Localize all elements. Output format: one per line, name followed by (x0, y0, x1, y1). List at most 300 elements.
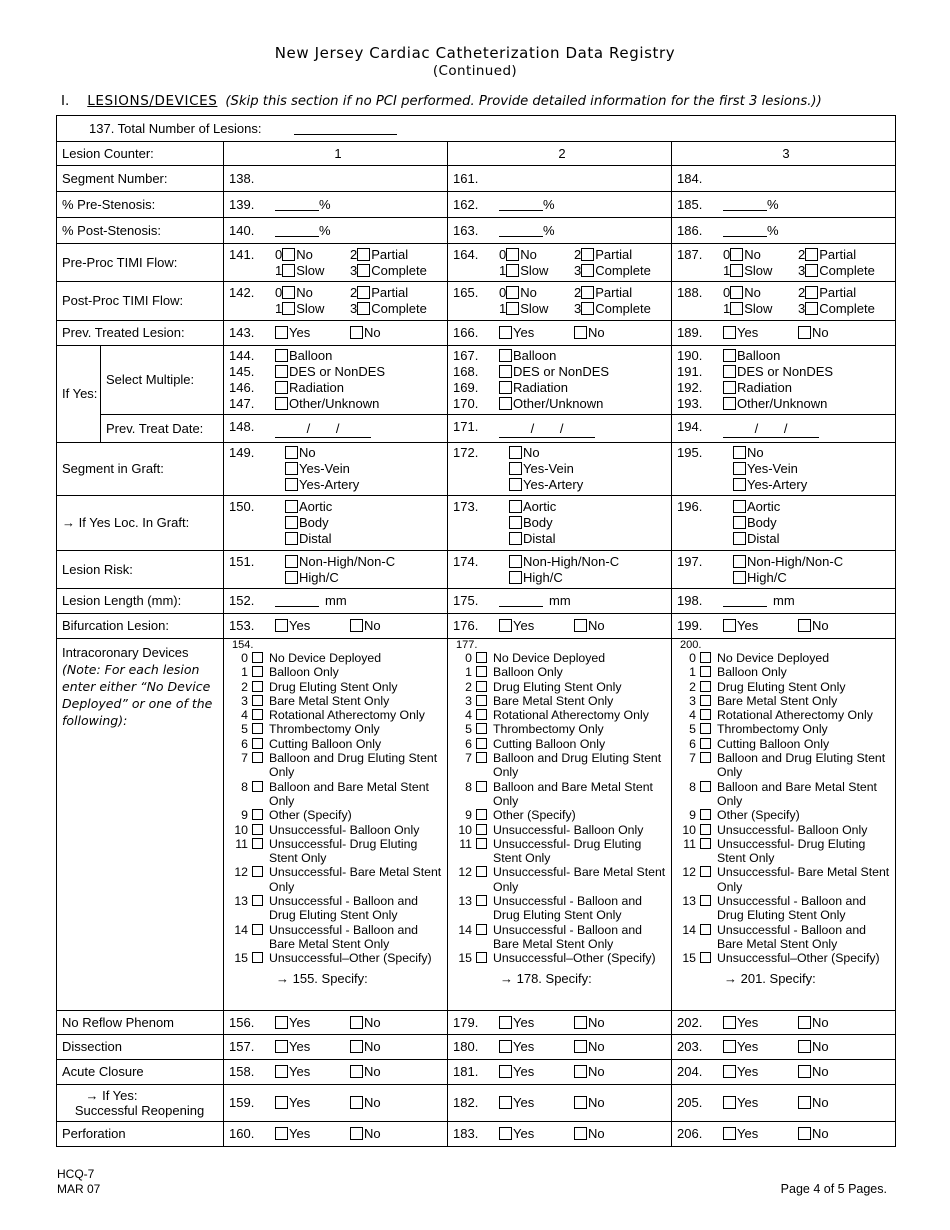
device-option[interactable] (232, 823, 447, 837)
device-checkbox[interactable] (476, 723, 487, 734)
device-checkbox[interactable] (252, 695, 263, 706)
device-checkbox[interactable] (700, 695, 711, 706)
device-checkbox[interactable] (252, 781, 263, 792)
device-option[interactable] (680, 737, 895, 751)
timi-complete-label: Complete (371, 262, 427, 278)
no-label: No (812, 618, 829, 633)
device-option[interactable] (232, 923, 447, 952)
other-unknown-checkbox[interactable] (275, 397, 288, 410)
timi-3-checkbox[interactable] (805, 264, 818, 277)
timi-3-code: 3 (350, 301, 358, 316)
timi-3-checkbox[interactable] (581, 264, 594, 277)
high-c-checkbox[interactable] (733, 571, 746, 584)
yes-checkbox[interactable] (723, 1040, 736, 1053)
device-label: Unsuccessful–Other (Specify) (493, 951, 656, 966)
device-code: 2 (465, 679, 472, 694)
yes-checkbox[interactable] (723, 619, 736, 632)
timi-2-checkbox[interactable] (805, 248, 818, 261)
question-number: 176. (453, 618, 479, 633)
timi-partial-label: Partial (819, 246, 857, 262)
date-input[interactable] (499, 421, 595, 438)
percent-input[interactable] (723, 236, 767, 237)
question-number: 173. (453, 499, 479, 514)
device-checkbox[interactable] (476, 824, 487, 835)
no-checkbox[interactable] (798, 1016, 811, 1029)
yes-label: Yes (289, 325, 311, 340)
device-checkbox[interactable] (252, 752, 263, 763)
yes-artery-checkbox[interactable] (285, 478, 298, 491)
device-option[interactable] (456, 780, 671, 809)
yes-checkbox[interactable] (275, 326, 288, 339)
device-label: Unsuccessful- Drug Eluting Stent Only (269, 836, 418, 866)
timi-2-checkbox[interactable] (357, 248, 370, 261)
device-checkbox[interactable] (476, 781, 487, 792)
timi-3-checkbox[interactable] (357, 302, 370, 315)
no-checkbox[interactable] (574, 619, 587, 632)
timi-1-checkbox[interactable] (730, 302, 743, 315)
yes-vein-checkbox[interactable] (285, 462, 298, 475)
device-label: Unsuccessful - Balloon and Drug Eluting Stent Only (493, 894, 643, 923)
device-checkbox[interactable] (252, 652, 263, 663)
yes-vein-checkbox[interactable] (733, 462, 746, 475)
yes-checkbox[interactable] (275, 619, 288, 632)
device-option[interactable] (232, 680, 447, 694)
other-unknown-label: Other/Unknown (737, 396, 828, 411)
question-number: 138. (229, 170, 255, 186)
device-code: 7 (241, 751, 248, 766)
no-checkbox[interactable] (574, 1040, 587, 1053)
yes-checkbox[interactable] (723, 1016, 736, 1029)
yes-checkbox[interactable] (723, 326, 736, 339)
question-number: 183. (453, 1126, 479, 1141)
yes-checkbox[interactable] (723, 1096, 736, 1109)
device-option[interactable] (456, 694, 671, 708)
device-checkbox[interactable] (476, 838, 487, 849)
question-number: 205. (677, 1095, 703, 1110)
device-checkbox[interactable] (700, 809, 711, 820)
section-number: I. (61, 93, 70, 109)
device-code: 5 (465, 722, 472, 737)
yes-checkbox[interactable] (275, 1096, 288, 1109)
timi-2-checkbox[interactable] (805, 286, 818, 299)
device-checkbox[interactable] (476, 738, 487, 749)
device-option[interactable] (456, 722, 671, 736)
device-option[interactable] (456, 837, 671, 866)
yes-vein-checkbox[interactable] (509, 462, 522, 475)
yes-checkbox[interactable] (499, 1127, 512, 1140)
device-checkbox[interactable] (700, 895, 711, 906)
question-number: 170. (453, 396, 479, 411)
question-number: 197. (677, 553, 703, 569)
device-code: 12 (682, 865, 696, 880)
lesion-2-cell (448, 1122, 672, 1147)
other-unknown-checkbox[interactable] (723, 397, 736, 410)
question-number: 199. (677, 618, 703, 633)
device-option[interactable] (456, 951, 671, 965)
no-checkbox[interactable] (574, 1016, 587, 1029)
radiation-checkbox[interactable] (723, 381, 736, 394)
length-input[interactable] (499, 606, 543, 607)
no-checkbox[interactable] (798, 326, 811, 339)
timi-0-code: 0 (275, 246, 283, 262)
timi-0-checkbox[interactable] (506, 286, 519, 299)
timi-0-checkbox[interactable] (730, 286, 743, 299)
device-checkbox[interactable] (476, 666, 487, 677)
des-checkbox[interactable] (499, 365, 512, 378)
device-checkbox[interactable] (476, 924, 487, 935)
aortic-checkbox[interactable] (285, 500, 298, 513)
no-checkbox[interactable] (798, 1065, 811, 1078)
device-option[interactable] (232, 737, 447, 751)
device-checkbox[interactable] (700, 652, 711, 663)
body-checkbox[interactable] (733, 516, 746, 529)
lesion-counter-value: 3 (782, 145, 790, 161)
device-code: 0 (689, 651, 696, 665)
device-option[interactable] (680, 951, 895, 965)
yes-checkbox[interactable] (499, 326, 512, 339)
device-checkbox[interactable] (476, 709, 487, 720)
device-option[interactable] (456, 823, 671, 837)
lesion-3-cell (672, 142, 896, 166)
no-checkbox[interactable] (350, 1016, 363, 1029)
yes-artery-checkbox[interactable] (509, 478, 522, 491)
date-input[interactable] (275, 421, 371, 438)
device-option[interactable] (680, 894, 895, 923)
date-separator: / (754, 421, 759, 436)
timi-0-checkbox[interactable] (282, 286, 295, 299)
yes-artery-checkbox[interactable] (733, 478, 746, 491)
device-code: 13 (458, 894, 472, 909)
timi-3-checkbox[interactable] (581, 302, 594, 315)
yes-checkbox[interactable] (723, 1127, 736, 1140)
date-input[interactable] (723, 421, 819, 438)
device-option[interactable] (232, 651, 447, 665)
device-checkbox[interactable] (252, 709, 263, 720)
graft-no-label: No (747, 445, 764, 460)
device-option[interactable] (680, 823, 895, 837)
device-option[interactable] (232, 780, 447, 809)
device-option[interactable] (456, 680, 671, 694)
reopening-if-yes: → If Yes: (85, 1088, 138, 1103)
device-label: Rotational Atherectomy Only (717, 708, 873, 723)
percent-input[interactable] (499, 210, 543, 211)
device-option[interactable] (456, 923, 671, 952)
timi-partial-label: Partial (595, 285, 633, 300)
device-label: Thrombectomy Only (493, 722, 604, 737)
device-option[interactable] (680, 865, 895, 894)
no-checkbox[interactable] (350, 1065, 363, 1078)
device-checkbox[interactable] (476, 695, 487, 706)
device-option[interactable] (232, 894, 447, 923)
device-option[interactable] (232, 694, 447, 708)
device-checkbox[interactable] (700, 681, 711, 692)
graft-no-checkbox[interactable] (733, 446, 746, 459)
non-high-checkbox[interactable] (509, 555, 522, 568)
lesion-3-cell (672, 443, 896, 496)
device-checkbox[interactable] (700, 709, 711, 720)
yes-label: Yes (289, 618, 311, 633)
page-number: Page 4 of 5 Pages. (780, 1182, 887, 1196)
device-checkbox[interactable] (476, 681, 487, 692)
device-option[interactable] (232, 808, 447, 822)
device-checkbox[interactable] (476, 866, 487, 877)
device-label: Rotational Atherectomy Only (269, 708, 425, 723)
total-lesions-input[interactable] (294, 134, 397, 135)
non-high-label: Non-High/Non-C (747, 553, 844, 569)
device-option[interactable] (456, 665, 671, 679)
aortic-checkbox[interactable] (509, 500, 522, 513)
device-checkbox[interactable] (252, 738, 263, 749)
device-option[interactable] (456, 708, 671, 722)
timi-2-code: 2 (798, 246, 806, 262)
radiation-checkbox[interactable] (499, 381, 512, 394)
balloon-checkbox[interactable] (499, 349, 512, 362)
device-label: Unsuccessful- Drug Eluting Stent Only (717, 836, 866, 866)
balloon-checkbox[interactable] (723, 349, 736, 362)
timi-no-label: No (520, 285, 537, 300)
device-option[interactable] (680, 923, 895, 952)
question-number: 195. (677, 445, 703, 460)
device-label: Bare Metal Stent Only (269, 693, 390, 708)
device-checkbox[interactable] (700, 866, 711, 877)
no-checkbox[interactable] (350, 1127, 363, 1140)
device-option[interactable] (680, 694, 895, 708)
question-number: 190. (677, 348, 703, 363)
device-checkbox[interactable] (700, 781, 711, 792)
no-checkbox[interactable] (798, 1127, 811, 1140)
question-number: 163. (453, 222, 479, 238)
timi-0-checkbox[interactable] (730, 248, 743, 261)
yes-checkbox[interactable] (499, 1040, 512, 1053)
device-label: Unsuccessful- Bare Metal Stent Only (269, 865, 442, 894)
lesion-1-cell (224, 1060, 448, 1085)
percent-input[interactable] (275, 210, 319, 211)
device-option[interactable] (232, 665, 447, 679)
percent-input[interactable] (723, 210, 767, 211)
yes-artery-label: Yes-Artery (299, 477, 360, 492)
device-checkbox[interactable] (252, 952, 263, 963)
question-number: 166. (453, 325, 479, 340)
timi-2-checkbox[interactable] (581, 248, 594, 261)
lesion-1-cell (224, 282, 448, 321)
device-option[interactable] (232, 751, 447, 780)
lesion-2-cell (448, 321, 672, 346)
device-option[interactable] (680, 808, 895, 822)
timi-2-checkbox[interactable] (581, 286, 594, 299)
yes-checkbox[interactable] (275, 1065, 288, 1078)
lesion-3-cell (672, 1011, 896, 1035)
device-option[interactable] (456, 751, 671, 780)
device-checkbox[interactable] (252, 824, 263, 835)
device-checkbox[interactable] (252, 681, 263, 692)
no-checkbox[interactable] (574, 1096, 587, 1109)
device-checkbox[interactable] (700, 723, 711, 734)
device-checkbox[interactable] (252, 838, 263, 849)
device-option[interactable] (680, 665, 895, 679)
device-checkbox[interactable] (700, 824, 711, 835)
body-checkbox[interactable] (509, 516, 522, 529)
device-label: Cutting Balloon Only (493, 736, 606, 751)
device-option[interactable] (456, 651, 671, 665)
yes-label: Yes (737, 325, 759, 340)
device-checkbox[interactable] (252, 866, 263, 877)
device-code: 11 (683, 836, 696, 851)
balloon-checkbox[interactable] (275, 349, 288, 362)
timi-3-checkbox[interactable] (357, 264, 370, 277)
question-number: 204. (677, 1064, 703, 1079)
device-checkbox[interactable] (252, 666, 263, 677)
device-option[interactable] (680, 651, 895, 665)
device-code: 15 (458, 951, 472, 966)
no-checkbox[interactable] (574, 1127, 587, 1140)
device-option[interactable] (232, 837, 447, 866)
device-option[interactable] (456, 894, 671, 923)
question-number: 158. (229, 1064, 255, 1079)
no-checkbox[interactable] (574, 1065, 587, 1078)
no-checkbox[interactable] (798, 619, 811, 632)
no-checkbox[interactable] (350, 326, 363, 339)
graft-no-checkbox[interactable] (509, 446, 522, 459)
timi-1-checkbox[interactable] (730, 264, 743, 277)
high-c-checkbox[interactable] (509, 571, 522, 584)
no-checkbox[interactable] (798, 1040, 811, 1053)
device-checkbox[interactable] (252, 723, 263, 734)
yes-checkbox[interactable] (499, 1065, 512, 1078)
device-code: 8 (689, 779, 696, 794)
length-input[interactable] (723, 606, 767, 607)
device-checkbox[interactable] (700, 666, 711, 677)
device-checkbox[interactable] (476, 652, 487, 663)
device-label: Balloon and Bare Metal Stent Only (493, 779, 653, 808)
high-c-checkbox[interactable] (285, 571, 298, 584)
device-option[interactable] (232, 951, 447, 965)
high-c-label: High/C (747, 569, 787, 585)
lesion-3-cell (672, 589, 896, 614)
des-checkbox[interactable] (275, 365, 288, 378)
device-code: 10 (458, 822, 472, 837)
yes-checkbox[interactable] (499, 1016, 512, 1029)
lesion-3-cell (672, 244, 896, 282)
device-checkbox[interactable] (476, 895, 487, 906)
distal-checkbox[interactable] (285, 532, 298, 545)
device-checkbox[interactable] (700, 752, 711, 763)
device-checkbox[interactable] (252, 895, 263, 906)
other-unknown-checkbox[interactable] (499, 397, 512, 410)
device-checkbox[interactable] (700, 738, 711, 749)
des-checkbox[interactable] (723, 365, 736, 378)
non-high-checkbox[interactable] (285, 555, 298, 568)
length-input[interactable] (275, 606, 319, 607)
yes-checkbox[interactable] (275, 1040, 288, 1053)
device-option[interactable] (680, 708, 895, 722)
timi-3-checkbox[interactable] (805, 302, 818, 315)
yes-checkbox[interactable] (499, 619, 512, 632)
yes-vein-label: Yes-Vein (299, 461, 350, 476)
lesion-3-cell (672, 218, 896, 244)
device-checkbox[interactable] (700, 838, 711, 849)
lesion-1-cell (224, 443, 448, 496)
radiation-checkbox[interactable] (275, 381, 288, 394)
device-checkbox[interactable] (700, 924, 711, 935)
timi-1-checkbox[interactable] (282, 264, 295, 277)
device-checkbox[interactable] (252, 809, 263, 820)
percent-label: % (767, 196, 779, 212)
timi-1-checkbox[interactable] (282, 302, 295, 315)
distal-checkbox[interactable] (509, 532, 522, 545)
percent-input[interactable] (499, 236, 543, 237)
timi-1-checkbox[interactable] (506, 302, 519, 315)
no-checkbox[interactable] (350, 1096, 363, 1109)
timi-1-checkbox[interactable] (506, 264, 519, 277)
lesion-1-cell (224, 551, 448, 589)
device-label: Balloon and Bare Metal Stent Only (717, 779, 877, 808)
distal-label: Distal (747, 531, 780, 546)
device-option[interactable] (456, 737, 671, 751)
device-checkbox[interactable] (476, 752, 487, 763)
device-checkbox[interactable] (476, 952, 487, 963)
device-option[interactable] (232, 708, 447, 722)
percent-input[interactable] (275, 236, 319, 237)
device-option[interactable] (232, 722, 447, 736)
device-label: Unsuccessful- Balloon Only (717, 822, 868, 837)
graft-no-checkbox[interactable] (285, 446, 298, 459)
timi-partial-label: Partial (371, 285, 409, 300)
timi-no-label: No (744, 285, 761, 300)
device-option[interactable] (680, 751, 895, 780)
no-checkbox[interactable] (350, 619, 363, 632)
device-checkbox[interactable] (700, 952, 711, 963)
yes-checkbox[interactable] (275, 1016, 288, 1029)
device-option[interactable] (456, 808, 671, 822)
devices-label: Intracoronary Devices (62, 645, 189, 660)
device-option[interactable] (680, 837, 895, 866)
device-label: Bare Metal Stent Only (493, 693, 614, 708)
device-label: Unsuccessful - Balloon and Drug Eluting Stent Only (717, 894, 867, 923)
timi-2-checkbox[interactable] (357, 286, 370, 299)
timi-0-checkbox[interactable] (506, 248, 519, 261)
timi-slow-label: Slow (520, 301, 549, 316)
device-option[interactable] (232, 865, 447, 894)
distal-checkbox[interactable] (733, 532, 746, 545)
no-label: No (364, 1014, 381, 1030)
no-checkbox[interactable] (798, 1096, 811, 1109)
aortic-checkbox[interactable] (733, 500, 746, 513)
no-checkbox[interactable] (350, 1040, 363, 1053)
device-code: 8 (241, 779, 248, 794)
yes-checkbox[interactable] (723, 1065, 736, 1078)
device-option[interactable] (680, 780, 895, 809)
body-checkbox[interactable] (285, 516, 298, 529)
yes-checkbox[interactable] (275, 1127, 288, 1140)
lesions-table (56, 115, 896, 1147)
no-label: No (364, 1064, 381, 1079)
yes-checkbox[interactable] (499, 1096, 512, 1109)
no-checkbox[interactable] (574, 326, 587, 339)
lesion-2-cell (448, 192, 672, 218)
device-option[interactable] (456, 865, 671, 894)
device-checkbox[interactable] (252, 924, 263, 935)
non-high-checkbox[interactable] (733, 555, 746, 568)
device-option[interactable] (680, 680, 895, 694)
question-number: 198. (677, 593, 703, 608)
yes-vein-label: Yes-Vein (523, 461, 574, 476)
form-id: HCQ-7 (57, 1167, 95, 1181)
device-option[interactable] (680, 722, 895, 736)
timi-0-checkbox[interactable] (282, 248, 295, 261)
distal-label: Distal (299, 531, 332, 546)
device-label: Unsuccessful–Other (Specify) (269, 951, 432, 966)
device-checkbox[interactable] (476, 809, 487, 820)
